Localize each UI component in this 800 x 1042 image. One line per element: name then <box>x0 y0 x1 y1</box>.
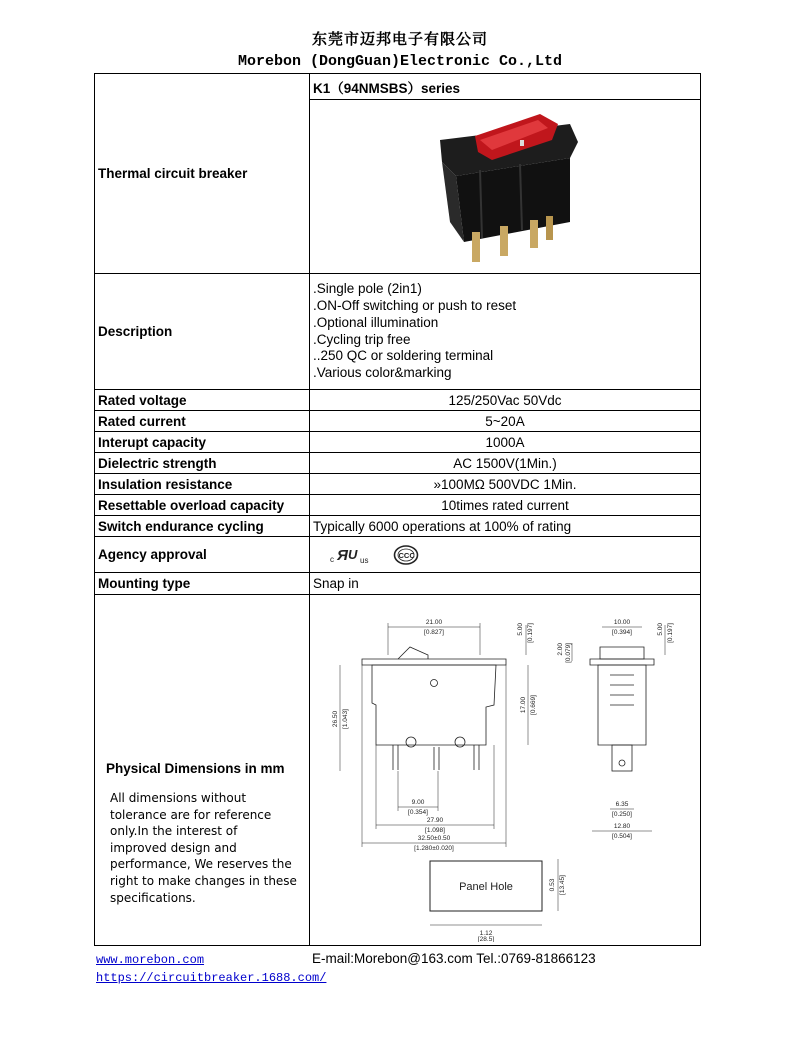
dim-label: [0.079] <box>565 643 572 663</box>
dim-label: 5.00 <box>517 623 524 636</box>
endurance-cycling-label: Switch endurance cycling <box>95 516 310 537</box>
ccc-icon <box>393 544 419 566</box>
category-label: Thermal circuit breaker <box>95 74 310 274</box>
dim-label: [0.250] <box>612 811 632 818</box>
rated-voltage-value: 125/250Vac 50Vdc <box>310 390 701 411</box>
dimension-drawing <box>310 595 699 942</box>
svg-text:Я: Я <box>337 546 348 564</box>
company-name-cn: 东莞市迈邦电子有限公司 <box>311 30 488 48</box>
dim-label: 17.00 <box>520 696 527 714</box>
description-list <box>310 274 701 390</box>
svg-text:us: us <box>360 555 369 565</box>
note-line: right to make changes in these <box>110 873 297 888</box>
dimension-drawing-cell <box>310 595 701 946</box>
svg-text:c: c <box>330 554 334 564</box>
dim-label: [0.354] <box>408 809 428 816</box>
dim-label: [0.827] <box>424 629 444 636</box>
dim-label: 10.00 <box>613 619 631 626</box>
spec-table <box>94 73 701 946</box>
description-line: .Cycling trip free <box>313 331 411 347</box>
dim-label: 2.00 <box>557 643 564 656</box>
dim-label: [0.504] <box>612 833 632 840</box>
dim-label: 0.53 <box>549 878 556 892</box>
interupt-capacity-value: 1000A <box>310 432 701 453</box>
dielectric-strength-label: Dielectric strength <box>95 453 310 474</box>
note-line: improved design and <box>110 840 237 855</box>
dim-label: 9.00 <box>411 799 425 806</box>
dim-label: [1.098] <box>425 827 445 834</box>
note-line: specifications. <box>110 890 196 905</box>
panel-hole-label: Panel Hole <box>459 881 513 893</box>
dim-label: 32.50±0.50 <box>417 835 451 842</box>
note-line: only.In the interest of <box>110 824 238 839</box>
note-line: All dimensions without <box>110 791 247 805</box>
interupt-capacity-label: Interupt capacity <box>95 432 310 453</box>
endurance-cycling-value: Typically 6000 operations at 100% of rating <box>310 516 701 537</box>
insulation-resistance-label: Insulation resistance <box>95 474 310 495</box>
physical-dimensions-note <box>110 790 306 906</box>
description-line: .Single pole (2in1) <box>313 281 422 297</box>
note-line: tolerance are for reference <box>110 807 272 822</box>
dim-label: 21.00 <box>425 619 443 626</box>
description-line: .Optional illumination <box>313 314 439 330</box>
agency-approval-marks <box>310 537 701 573</box>
product-photo-cell <box>310 100 701 274</box>
physical-dimensions-title: Physical Dimensions in mm <box>106 761 285 776</box>
description-line: .Various color&marking <box>313 365 452 381</box>
dim-label: [13.45] <box>559 875 566 895</box>
rated-current-label: Rated current <box>95 411 310 432</box>
dim-label: 5.00 <box>657 623 664 636</box>
dim-label: [1.043] <box>342 709 349 729</box>
dim-label: [1.280±0.020] <box>414 845 454 852</box>
dim-label: [0.197] <box>527 623 534 643</box>
description-line: .ON-Off switching or push to reset <box>313 297 517 313</box>
website-link[interactable]: www.morebon.com <box>96 953 205 967</box>
dim-label: [0.394] <box>612 629 632 636</box>
description-label: Description <box>95 274 310 390</box>
breaker-photo <box>420 102 590 272</box>
dim-label: [0.197] <box>667 623 674 643</box>
dim-label: 27.90 <box>426 817 444 824</box>
rated-voltage-label: Rated voltage <box>95 390 310 411</box>
contact-info: E-mail:Morebon@163.com Tel.:0769-81866123 <box>312 951 596 966</box>
mounting-type-value: Snap in <box>310 573 701 595</box>
resettable-overload-value: 10times rated current <box>310 495 701 516</box>
description-line: ..250 QC or soldering terminal <box>313 348 494 364</box>
note-line: performance, We reserves the <box>110 857 292 872</box>
agency-approval-label: Agency approval <box>95 537 310 573</box>
dim-label: 1.12 <box>479 930 493 937</box>
series-title: K1（94NMSBS）series <box>310 74 701 100</box>
dim-label: 26.50 <box>332 710 339 728</box>
insulation-resistance-value: »100MΩ 500VDC 1Min. <box>310 474 701 495</box>
dim-label: [28.5] <box>477 936 495 942</box>
dim-label: [0.669] <box>530 695 537 715</box>
rated-current-value: 5~20A <box>310 411 701 432</box>
dielectric-strength-value: AC 1500V(1Min.) <box>310 453 701 474</box>
dim-label: 12.80 <box>613 823 631 830</box>
dim-label: 6.35 <box>615 801 629 808</box>
company-name-en: Morebon (DongGuan)Electronic Co.,Ltd <box>237 53 563 70</box>
ul-recognized-icon <box>329 544 373 566</box>
mounting-type-label: Mounting type <box>95 573 310 595</box>
shop-link[interactable]: https://circuitbreaker.1688.com/ <box>96 971 327 985</box>
svg-text:U: U <box>348 546 358 562</box>
physical-dimensions-cell <box>95 595 310 946</box>
svg-text:CCC: CCC <box>398 550 415 560</box>
resettable-overload-label: Resettable overload capacity <box>95 495 310 516</box>
